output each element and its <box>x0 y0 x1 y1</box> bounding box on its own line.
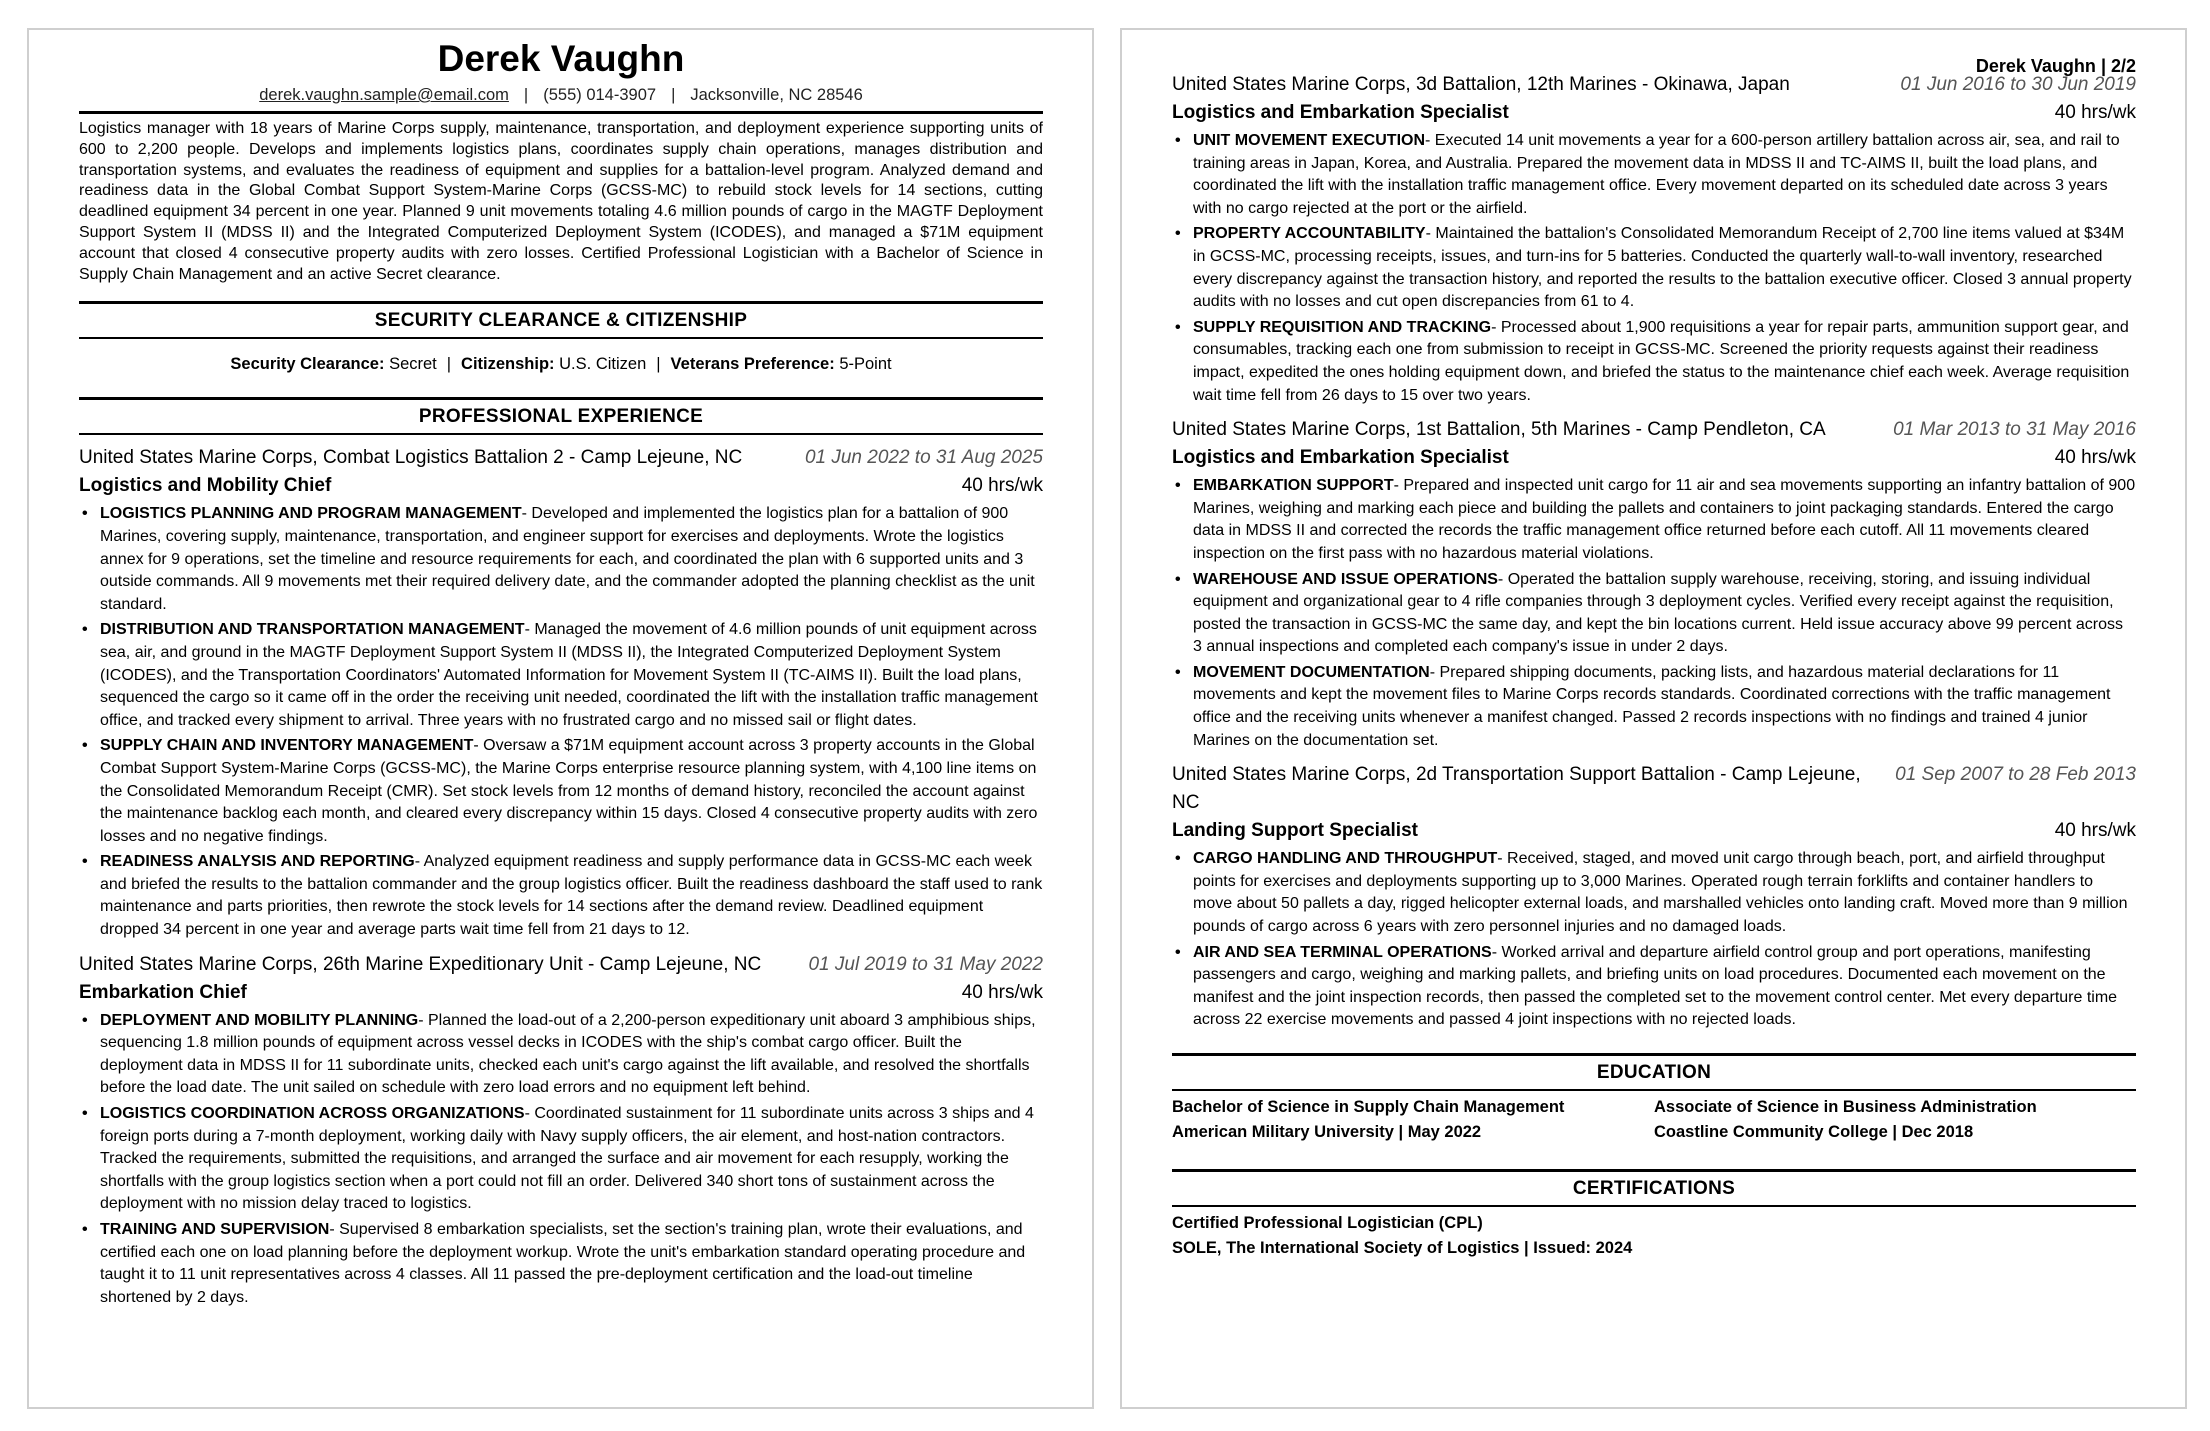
job-hours: 40 hrs/wk <box>2054 102 2136 123</box>
bullet-icon: • <box>1175 943 1181 961</box>
education-list <box>1172 1095 2136 1145</box>
job-entry <box>1172 71 2136 407</box>
accomplishment-heading: SUPPLY CHAIN AND INVENTORY MANAGEMENT <box>100 737 474 755</box>
bullet-icon: • <box>82 737 88 755</box>
job-entry <box>79 951 1043 1310</box>
accomplishment-item <box>1172 475 2136 565</box>
page-header: Derek Vaughn | 2/2 <box>1975 56 2136 76</box>
job-title: Logistics and Embarkation Specialist <box>1172 102 1509 123</box>
job-entry <box>79 444 1043 941</box>
employer: United States Marine Corps, Combat Logistics Battalion 2 - Camp Lejeune, NC <box>79 447 743 469</box>
accomplishment-item <box>1172 942 2136 1032</box>
accomplishment-text: - Analyzed equipment readiness and supply performance data in GCSS-MC each week and briefed the results to the battalion commander and the group logistics officer. Built the readiness dashboard the staff used to rank maintenance and parts priorities, then rewrote the stock levels for 14 sections after the demand review. Deadlined equipment dropped 34 percent in one year and average parts wait time fell from 21 days to 12. <box>100 853 1043 939</box>
accomplishment-list <box>79 503 1043 941</box>
job-hours: 40 hrs/wk <box>961 981 1043 1003</box>
accomplishment-text: - Received, staged, and moved unit cargo through beach, port, and airfield throughput points for exercises and deployments supporting up to 3,000 Marines. Operated rough terrain forklifts and container handlers to move about 50 pallets a day, rigged helicopter external loads, and marshalled vehicles onto landing craft. Moved more than 9 million pounds of cargo across 6 years with zero personnel injuries and no damaged loads. <box>1193 850 2128 936</box>
job-dates: 01 Sep 2007 to 28 Feb 2013 <box>1895 764 2136 786</box>
employer: United States Marine Corps, 2d Transportation Support Battalion - Camp Lejeune, NC <box>1172 764 1861 814</box>
job-dates: 01 Mar 2013 to 31 May 2016 <box>1893 419 2136 441</box>
job-hours: 40 hrs/wk <box>2054 820 2136 842</box>
accomplishment-item <box>79 619 1043 732</box>
job-hours: 40 hrs/wk <box>2054 447 2136 469</box>
accomplishment-heading: DEPLOYMENT AND MOBILITY PLANNING <box>100 1011 419 1029</box>
education-item: Associate of Science in Business Administration Coastline Community College | Dec 2018 <box>1654 1098 2037 1141</box>
accomplishment-heading: AIR AND SEA TERMINAL OPERATIONS <box>1193 943 1492 961</box>
bullet-icon: • <box>82 1221 88 1238</box>
bullet-icon: • <box>82 1105 88 1123</box>
accomplishment-item <box>1172 223 2136 313</box>
job-entry <box>1172 761 2136 1032</box>
education-section-heading: EDUCATION <box>1172 1053 2136 1091</box>
job-title-row <box>1172 99 2136 127</box>
accomplishment-item <box>1172 569 2136 659</box>
job-title: Logistics and Embarkation Specialist <box>1172 447 1509 469</box>
accomplishment-heading: EMBARKATION SUPPORT <box>1193 477 1394 495</box>
phone: (555) 014-3907 <box>543 86 657 104</box>
bullet-icon: • <box>1175 850 1181 868</box>
accomplishment-heading: UNIT MOVEMENT EXECUTION <box>1193 132 1426 149</box>
experience-list <box>79 444 1043 1309</box>
bullet-icon: • <box>82 1011 88 1029</box>
job-dates: 01 Jun 2022 to 31 Aug 2025 <box>804 447 1043 469</box>
accomplishment-text: - Developed and implemented the logistics plan for a battalion of 900 Marines, covering supply, maintenance, transportation, and engineer support for exercises and deployments. Wrote the logistics annex for 9 operations, set the timeline and resource requirements for each, and coordinated the plan with 6 supported units and 3 outside commands. All 9 movements met their required delivery date, and the commander adopted the planning checklist as the unit standard. <box>100 505 1035 613</box>
employer: United States Marine Corps, 1st Battalion, 5th Marines - Camp Pendleton, CA <box>1172 419 1826 441</box>
accomplishment-text: - Managed the movement of 4.6 million pounds of unit equipment across sea, air, and ground in the MAGTF Deployment Support System II (MDSS II), the Integrated Computerized Deployment System (ICODES), and the Transportation Coordinators' Automated Information for Movement System II (TC-AIMS II). Built the load plans, sequenced the cargo so it came off in the order the receiving unit needed, coordinated the lift with the installation traffic management office, and tracked every shipment to arrival. Three years with no frustrated cargo and no missed sail or flight dates. <box>100 621 1038 729</box>
job-title-row <box>1172 817 2136 845</box>
accomplishment-heading: MOVEMENT DOCUMENTATION <box>1193 663 1430 681</box>
certification-item: Certified Professional Logistician (CPL) SOLE, The International Society of Logistics | Issued: 2024 <box>1172 1214 1633 1257</box>
accomplishment-item <box>79 851 1043 941</box>
accomplishment-text: - Processed about 1,900 requisitions a year for repair parts, ammunition support gear, and consumables, tracking each one from submission to receipt in GCSS-MC. Screened the priority requests against their readiness impact, expedited the ones holding equipment down, and briefed the status to the maintenance chief each week. Average requisition wait time fell from 26 days to 15 over two years. <box>1193 318 2130 404</box>
accomplishment-heading: CARGO HANDLING AND THROUGHPUT <box>1193 850 1498 868</box>
accomplishment-item <box>79 1010 1043 1100</box>
resume-page-1 <box>27 28 1094 1409</box>
candidate-name: Derek Vaughn <box>437 38 685 79</box>
accomplishment-text: - Oversaw a $71M equipment account across 3 property accounts in the Global Combat Support System-Marine Corps (GCSS-MC), the Marine Corps enterprise resource planning system, with 4,100 line items on the Consolidated Memorandum Receipt (CMR). Set stock levels from 12 months of demand history, reconciled the account against the maintenance backlog each month, and cleared every discrepancy within 15 days. Closed 4 consecutive property audits with zero losses and no negative findings. <box>100 737 1038 845</box>
accomplishment-text: - Prepared shipping documents, packing lists, and hazardous material declarations for 11 movements and kept the movement files to Marine Corps records standards. Coordinated corrections with the traffic management office and the receiving units whenever a manifest changed. Passed 2 records inspections with no findings and trained 4 junior Marines on the documentation set. <box>1193 663 2111 749</box>
job-dates: 01 Jul 2019 to 31 May 2022 <box>808 953 1043 975</box>
employer: United States Marine Corps, 26th Marine Expeditionary Unit - Camp Lejeune, NC <box>79 953 762 975</box>
accomplishment-heading: LOGISTICS COORDINATION ACROSS ORGANIZATIONS <box>100 1105 525 1123</box>
bullet-icon: • <box>82 853 88 871</box>
accomplishment-list <box>1172 848 2136 1032</box>
accomplishment-text: - Coordinated sustainment for 11 subordinate units across 3 ships and 4 foreign ports during a 7-month deployment, working daily with Navy supply officers, the air element, and host-nation contractors. Tracked the requirements, submitted the requisitions, and arranged the surface and air movement for each resupply, working the shortfalls with the group logistics section when a port could not fill an order. Delivered 340 short tons of sustainment across the deployment with no mission delay traced to logistics. <box>100 1105 1034 1213</box>
accomplishment-text: - Worked arrival and departure airfield control group and port operations, manifesting passengers and cargo, weighing and marking pallets, and briefing units on load procedures. Documented each movement on the manifest and the joint inspection records, then passed the completed set to the movement control center. Met every departure time across 22 exercise movements and passed 4 joint inspections with no rejected loads. <box>1193 943 2118 1029</box>
accomplishment-text: - Supervised 8 embarkation specialists, set the section's training plan, wrote their evaluations, and certified each one on load planning before the deployment workup. Wrote the unit's embarkation standard operating procedure and taught it to 11 unit representatives across 4 classes. All 11 passed the pre-deployment certification and the load-out timeline shortened by 2 days. <box>100 1221 1026 1306</box>
accomplishment-text: - Operated the battalion supply warehouse, receiving, storing, and issuing individual equipment and organizational gear to 4 rifle companies through 3 deployment cycles. Verified every receipt against the requisition, posted the transaction in GCSS-MC the same day, and kept the bin locations current. Held issue accuracy above 99 percent across 3 annual inspections and completed each company's issue in under 2 days. <box>1193 570 2123 656</box>
accomplishment-item <box>1172 130 2136 220</box>
accomplishment-heading: PROPERTY ACCOUNTABILITY <box>1193 225 1426 243</box>
accomplishment-list <box>79 1010 1043 1310</box>
accomplishment-heading: LOGISTICS PLANNING AND PROGRAM MANAGEMENT <box>100 505 522 523</box>
experience-list <box>1172 71 2136 1032</box>
accomplishment-list <box>1172 130 2136 407</box>
accomplishment-item <box>79 1219 1043 1309</box>
accomplishment-text: - Planned the load-out of a 2,200-person expeditionary unit aboard 3 amphibious ships, sequencing 1.8 million pounds of equipment across vessel decks in ICODES with the ship's combat cargo officer. Built the deployment data in MDSS II for 11 subordinate units, checked each unit's cargo against the lift available, and resolved the shortfalls before the load date. The unit sailed on schedule with zero load errors and no equipment left behind. <box>100 1011 1036 1097</box>
accomplishment-text: - Prepared and inspected unit cargo for 11 air and sea movements supporting an infantry battalion of 900 Marines, weighing and marking each piece and building the pallets and containers to joint packaging standards. Entered the cargo data in MDSS II and corrected the records the traffic management office returned before each cutoff. All 11 movements cleared inspection on the first pass with no hazardous material violations. <box>1193 477 2136 562</box>
location: Jacksonville, NC 28546 <box>690 86 863 104</box>
job-title-row <box>79 979 1043 1007</box>
accomplishment-item <box>79 503 1043 616</box>
divider <box>79 111 1043 114</box>
accomplishment-heading: WAREHOUSE AND ISSUE OPERATIONS <box>1193 570 1498 588</box>
bullet-icon: • <box>1175 477 1181 495</box>
job-title: Logistics and Mobility Chief <box>79 475 332 497</box>
accomplishment-item <box>1172 662 2136 752</box>
job-header <box>1172 761 2136 817</box>
clearance-section-heading: SECURITY CLEARANCE & CITIZENSHIP <box>79 301 1043 339</box>
accomplishment-item <box>79 735 1043 848</box>
bullet-icon: • <box>1175 132 1181 149</box>
bullet-icon: • <box>1175 663 1181 681</box>
accomplishment-text: - Executed 14 unit movements a year for a 600-person artillery battalion across air, sea, and rail to training areas in Japan, Korea, and Australia. Prepared the movement data in MDSS II and TC-AIMS II, built the load plans, and coordinated the lift with the installation traffic management office. Every movement departed on its scheduled date across 3 years with no cargo rejected at the port or the airfield. <box>1193 132 2120 217</box>
accomplishment-heading: TRAINING AND SUPERVISION <box>100 1221 330 1238</box>
accomplishment-item <box>1172 317 2136 407</box>
job-title-row <box>1172 444 2136 472</box>
job-title-row <box>79 472 1043 500</box>
contact-line: derek.vaughn.sample@email.com | (555) 014-3907 | Jacksonville, NC 28546 <box>259 86 863 104</box>
accomplishment-text: - Maintained the battalion's Consolidated Memorandum Receipt of 2,700 line items valued at $34M in GCSS-MC, processing receipts, issues, and turn-ins for 5 batteries. Conducted the quarterly wall-to-wall inventory, researched every discrepancy against the transaction history, and reported the results to the battalion executive officer. Closed 3 annual property audits with no losses and cut open discrepancies from 61 to 4. <box>1193 225 2132 311</box>
job-hours: 40 hrs/wk <box>961 475 1043 497</box>
experience-section-heading: PROFESSIONAL EXPERIENCE <box>79 397 1043 435</box>
accomplishment-item <box>79 1103 1043 1216</box>
certifications-section-heading: CERTIFICATIONS <box>1172 1169 2136 1207</box>
job-header <box>1172 416 2136 444</box>
resume-page-2 <box>1120 28 2187 1409</box>
email-link[interactable]: derek.vaughn.sample@email.com <box>259 86 509 104</box>
employer: United States Marine Corps, 3d Battalion, 12th Marines - Okinawa, Japan <box>1172 74 1790 95</box>
bullet-icon: • <box>1175 318 1181 336</box>
accomplishment-heading: READINESS ANALYSIS AND REPORTING <box>100 853 415 871</box>
bullet-icon: • <box>82 621 88 639</box>
job-entry <box>1172 416 2136 752</box>
job-title: Landing Support Specialist <box>1172 820 1418 842</box>
accomplishment-item <box>1172 848 2136 938</box>
job-dates: 01 Jun 2016 to 30 Jun 2019 <box>1900 74 2136 95</box>
summary: Logistics manager with 18 years of Marine Corps supply, maintenance, transportation, and deployment experience supporting units of 600 to 2,200 people. Develops and implements logistics plans, coordinates supply chain operations, manages distribution and transportation systems, and evaluates the readiness of equipment and supplies for a battalion-level program. Analyzed demand and readiness data in the Global Combat Support System-Marine Corps (GCSS-MC) to rebuild stock levels for 14 sections, cutting deadlined equipment 34 percent in one year. Planned 9 unit movements totaling 4.6 million pounds of cargo in the MAGTF Deployment Support System II (MDSS II) and the Integrated Computerized Deployment System (ICODES), and managed a $71M equipment account that closed 4 consecutive property audits with zero losses. Certified Professional Logistician with a Bachelor of Science in Supply Chain Management and an active Secret clearance. <box>79 120 1043 283</box>
accomplishment-heading: DISTRIBUTION AND TRANSPORTATION MANAGEMENT <box>100 621 525 639</box>
job-header <box>79 444 1043 472</box>
bullet-icon: • <box>82 505 88 523</box>
job-title: Embarkation Chief <box>79 981 247 1003</box>
clearance-line: Security Clearance: Secret | Citizenship: U.S. Citizen | Veterans Preference: 5-Point <box>230 355 892 374</box>
education-item: Bachelor of Science in Supply Chain Management American Military University | May 2022 <box>1172 1098 1565 1141</box>
accomplishment-list <box>1172 475 2136 752</box>
bullet-icon: • <box>1175 225 1181 243</box>
job-header <box>1172 71 2136 99</box>
job-header <box>79 951 1043 979</box>
accomplishment-heading: SUPPLY REQUISITION AND TRACKING <box>1193 318 1492 336</box>
bullet-icon: • <box>1175 570 1181 588</box>
